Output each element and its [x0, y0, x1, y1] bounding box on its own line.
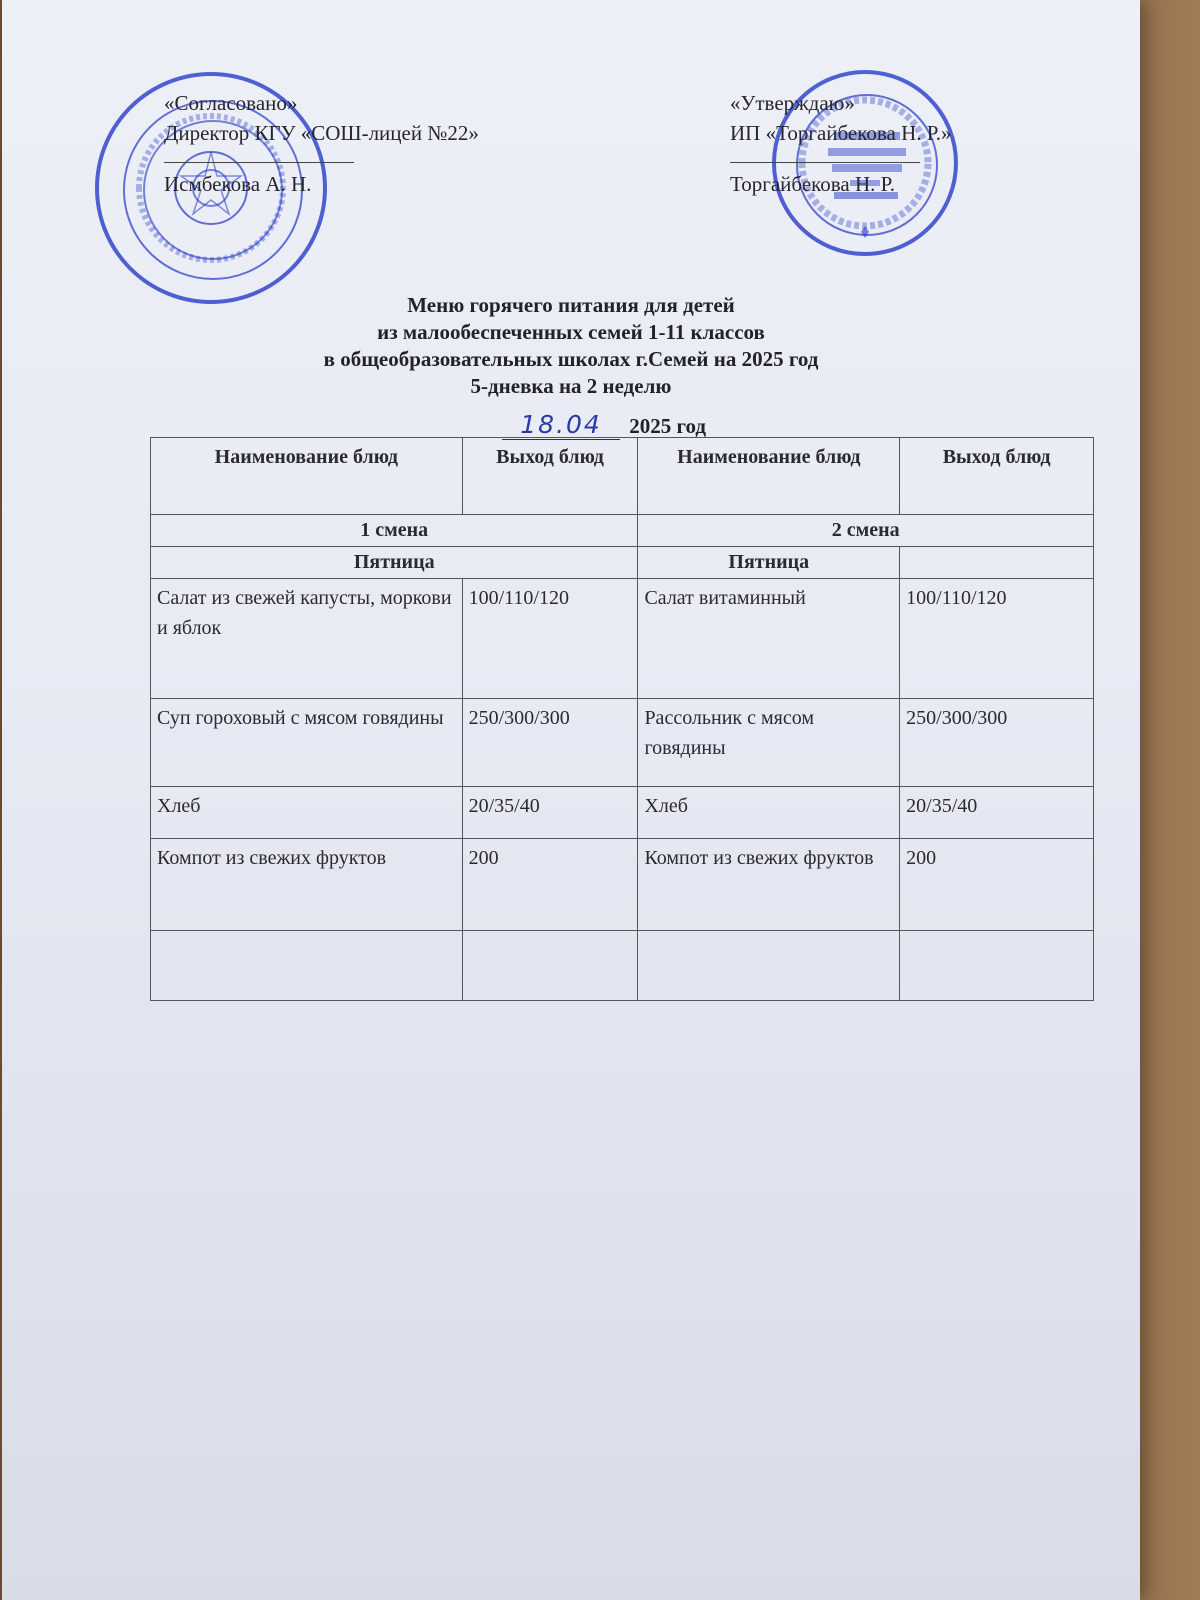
- empty-cell: [151, 931, 463, 1001]
- table-row: [151, 579, 1094, 699]
- approval-block-left: [164, 88, 479, 199]
- column-header-output-2: Выход блюд: [900, 438, 1094, 515]
- column-header-dish-2: Наименование блюд: [638, 438, 900, 515]
- column-header-output-1: Выход блюд: [462, 438, 638, 515]
- day-1-label: Пятница: [151, 547, 638, 579]
- title-line-1: Меню горячего питания для детей: [407, 293, 735, 317]
- table-row-empty: [151, 931, 1094, 1001]
- column-header-dish-1: Наименование блюд: [151, 438, 463, 515]
- approval-right-name: Торгайбекова Н. Р.: [730, 172, 895, 196]
- document-title: [2, 292, 1140, 400]
- day-row: [151, 547, 1094, 579]
- dish-2-name: Рассольник с мясом говядины: [638, 699, 900, 787]
- title-line-3: в общеобразовательных школах г.Семей на 2025 год: [323, 347, 819, 371]
- day-2-empty: [900, 547, 1094, 579]
- dish-2-output: 200: [900, 839, 1094, 931]
- shift-row: [151, 515, 1094, 547]
- day-2-label: Пятница: [638, 547, 900, 579]
- approval-right-position: ИП «Торгайбекова Н. Р.»: [730, 121, 952, 145]
- shift-1-label: 1 смена: [151, 515, 638, 547]
- approval-left-title: «Согласовано»: [164, 91, 298, 115]
- empty-cell: [900, 931, 1094, 1001]
- signature-line-right: [730, 148, 920, 163]
- table-row: [151, 699, 1094, 787]
- document-page: [2, 0, 1140, 1600]
- dish-1-name: Компот из свежих фруктов: [151, 839, 463, 931]
- dish-2-name: Компот из свежих фруктов: [638, 839, 900, 931]
- menu-table: [150, 437, 1094, 1001]
- table-row: [151, 839, 1094, 931]
- title-line-2: из малообеспеченных семей 1-11 классов: [377, 320, 765, 344]
- dish-1-name: Суп гороховый с мясом говядины: [151, 699, 463, 787]
- dish-1-output: 20/35/40: [462, 787, 638, 839]
- empty-cell: [462, 931, 638, 1001]
- approval-block-right: [730, 88, 952, 199]
- handwritten-date: 18.04: [502, 410, 620, 440]
- dish-1-output: 100/110/120: [462, 579, 638, 699]
- approval-left-position: Директор КГУ «СОШ-лицей №22»: [164, 121, 479, 145]
- dish-1-output: 250/300/300: [462, 699, 638, 787]
- dish-2-name: Хлеб: [638, 787, 900, 839]
- dish-2-output: 100/110/120: [900, 579, 1094, 699]
- dish-1-name: Хлеб: [151, 787, 463, 839]
- dish-2-output: 20/35/40: [900, 787, 1094, 839]
- approval-left-name: Исмбекова А. Н.: [164, 172, 312, 196]
- table-row: [151, 787, 1094, 839]
- signature-line-left: [164, 148, 354, 163]
- table-header-row: [151, 438, 1094, 515]
- approval-right-title: «Утверждаю»: [730, 91, 855, 115]
- dish-2-name: Салат витаминный: [638, 579, 900, 699]
- menu-date: [502, 410, 706, 440]
- empty-cell: [638, 931, 900, 1001]
- title-line-4: 5-дневка на 2 неделю: [470, 374, 672, 398]
- dish-1-output: 200: [462, 839, 638, 931]
- date-suffix: 2025 год: [629, 414, 707, 438]
- shift-2-label: 2 смена: [638, 515, 1094, 547]
- dish-2-output: 250/300/300: [900, 699, 1094, 787]
- dish-1-name: Салат из свежей капусты, моркови и яблок: [151, 579, 463, 699]
